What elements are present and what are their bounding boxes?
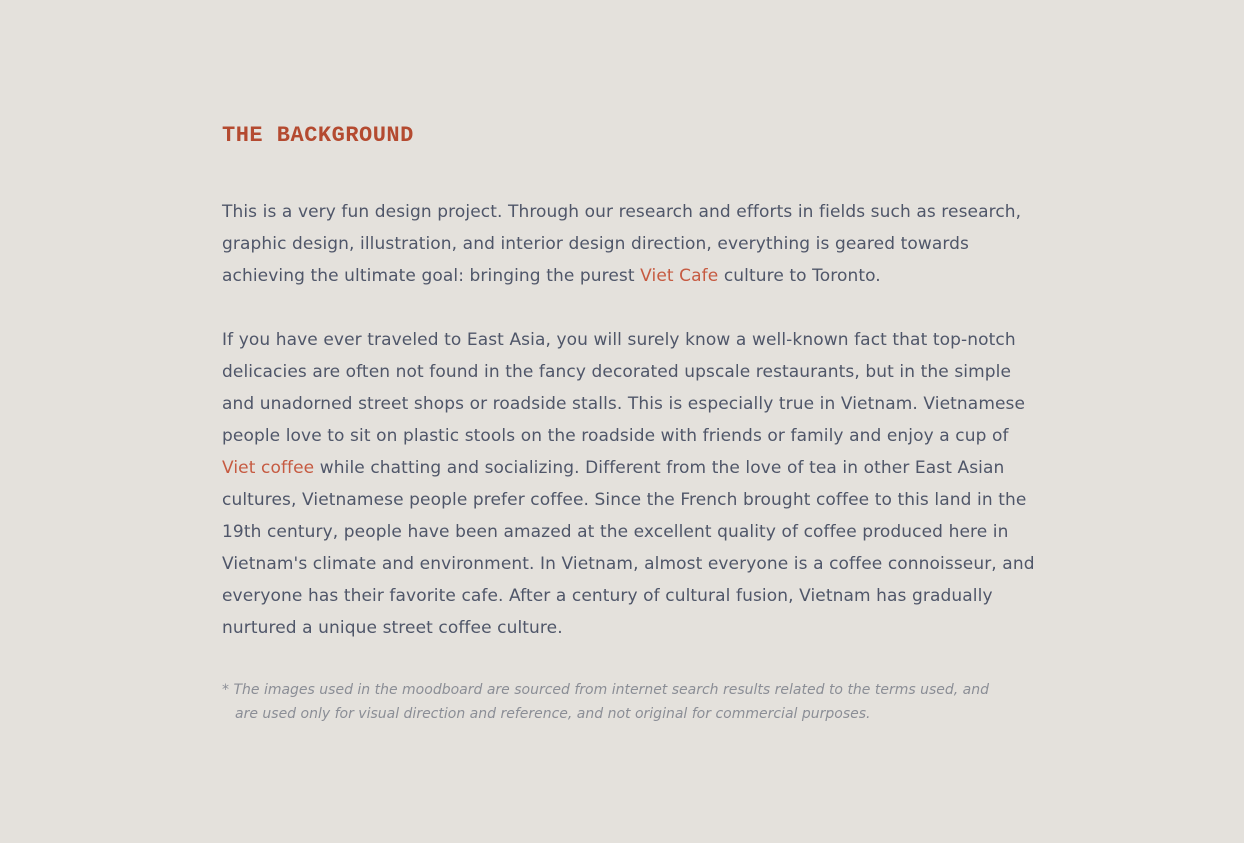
culture-text-end: while chatting and socializing. Different from the love of tea in other East Asian cultures, Vietnamese people prefer coffee. Since the French brought coffee to this land in the 19th century, people have been amazed at the excellent quality of coffee produced here in Vietnam's climate and environment. In Vietnam, almost everyone is a coffee connoisseur, and everyone has their favorite cafe. After a century of cultural fusion, Vietnam has gradually nurtured a unique street coffee culture. <box>222 458 1035 638</box>
viet-cafe-highlight: Viet Cafe <box>640 266 719 286</box>
image-source-footnote <box>222 678 1042 726</box>
viet-coffee-highlight: Viet coffee <box>222 458 315 478</box>
intro-text-end: culture to Toronto. <box>718 266 881 286</box>
footnote-line-2: are used only for visual direction and reference, and not original for commercial purposes. <box>235 706 871 722</box>
footnote-line-1: * The images used in the moodboard are sourced from internet search results related to the terms used, and <box>222 682 990 698</box>
intro-text-start: This is a very fun design project. Through our research and efforts in fields such as research, graphic design, illustration, and interior design direction, everything is geared towards achieving the ultimate goal: bringing the purest <box>222 202 1022 286</box>
background-section <box>222 122 1042 726</box>
culture-text-start: If you have ever traveled to East Asia, you will surely know a well-known fact that top-notch delicacies are often not found in the fancy decorated upscale restaurants, but in the simple and unadorned street shops or roadside stalls. This is especially true in Vietnam. Vietnamese people love to sit on plastic stools on the roadside with friends or family and enjoy a cup of <box>222 330 1026 446</box>
culture-paragraph <box>222 324 1042 644</box>
section-heading: THE BACKGROUND <box>222 123 414 148</box>
intro-paragraph <box>222 196 1042 292</box>
